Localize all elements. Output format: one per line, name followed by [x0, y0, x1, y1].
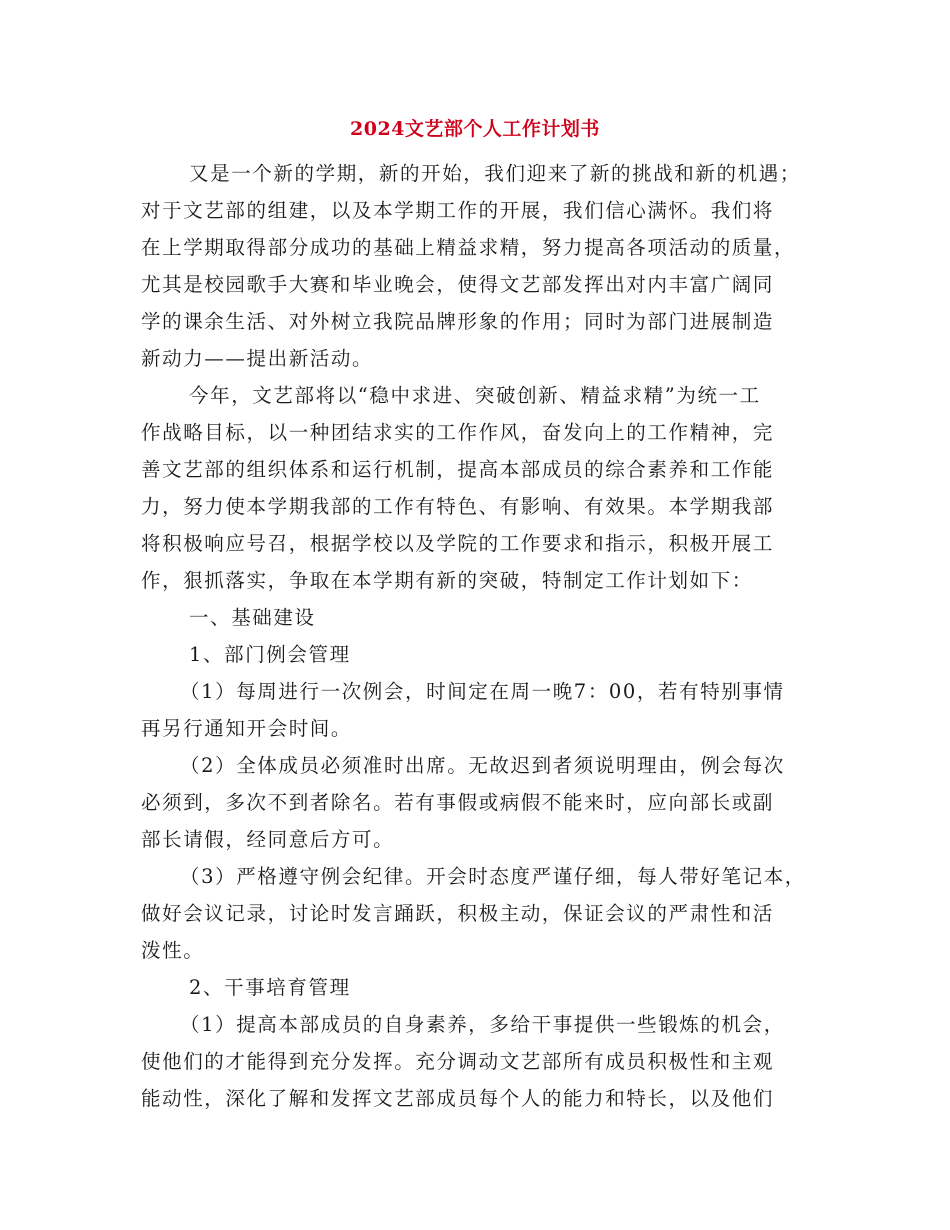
text-line: 善文艺部的组织体系和运行机制，提高本部成员的综合素养和工作能 — [141, 458, 775, 481]
text-line: 作，狠抓落实，争取在本学期有新的突破，特制定工作计划如下： — [141, 569, 753, 592]
text-line: （1）提高本部成员的自身素养，多给干事提供一些锻炼的机会， — [180, 1013, 785, 1036]
text-line: 在上学期取得部分成功的基础上精益求精，努力提高各项活动的质量， — [141, 236, 796, 259]
text-line: 使他们的才能得到充分发挥。充分调动文艺部所有成员积极性和主观 — [141, 1050, 775, 1073]
text-line: 做好会议记录，讨论时发言踊跃，积极主动，保证会议的严肃性和活 — [141, 902, 775, 925]
text-line: 作战略目标，以一种团结求实的工作作风，奋发向上的工作精神，完 — [141, 421, 775, 444]
text-line: （3）严格遵守例会纪律。开会时态度严谨仔细，每人带好笔记本， — [180, 865, 806, 888]
text-line: 力，努力使本学期我部的工作有特色、有影响、有效果。本学期我部 — [141, 495, 775, 518]
text-line: 今年，文艺部将以“稳中求进、突破创新、精益求精”为统一工 — [189, 384, 761, 407]
text-line: 新动力——提出新活动。 — [141, 347, 374, 370]
text-line: 对于文艺部的组建，以及本学期工作的开展，我们信心满怀。我们将 — [141, 199, 775, 222]
text-line: 泼性。 — [141, 939, 205, 962]
subsection-heading: 1、部门例会管理 — [189, 643, 351, 666]
document-title: 2024文艺部个人工作计划书 — [350, 118, 600, 140]
text-line: （2）全体成员必须准时出席。无故迟到者须说明理由，例会每次 — [180, 754, 785, 777]
text-line: 再另行通知开会时间。 — [141, 717, 353, 740]
text-line: 又是一个新的学期，新的开始，我们迎来了新的挑战和新的机遇； — [189, 162, 801, 185]
section-heading: 一、基础建设 — [189, 606, 316, 629]
text-line: 尤其是校园歌手大赛和毕业晚会，使得文艺部发挥出对内丰富广阔同 — [141, 273, 775, 296]
text-line: 能动性，深化了解和发挥文艺部成员每个人的能力和特长，以及他们 — [141, 1087, 775, 1110]
subsection-heading: 2、干事培育管理 — [189, 976, 351, 999]
text-line: （1）每周进行一次例会，时间定在周一晚7：00，若有特别事情 — [180, 680, 785, 703]
text-line: 学的课余生活、对外树立我院品牌形象的作用；同时为部门进展制造 — [141, 310, 775, 333]
text-line: 将积极响应号召，根据学校以及学院的工作要求和指示，积极开展工 — [141, 532, 775, 555]
text-line: 部长请假，经同意后方可。 — [141, 828, 395, 851]
text-line: 必须到，多次不到者除名。若有事假或病假不能来时，应向部长或副 — [141, 791, 775, 814]
